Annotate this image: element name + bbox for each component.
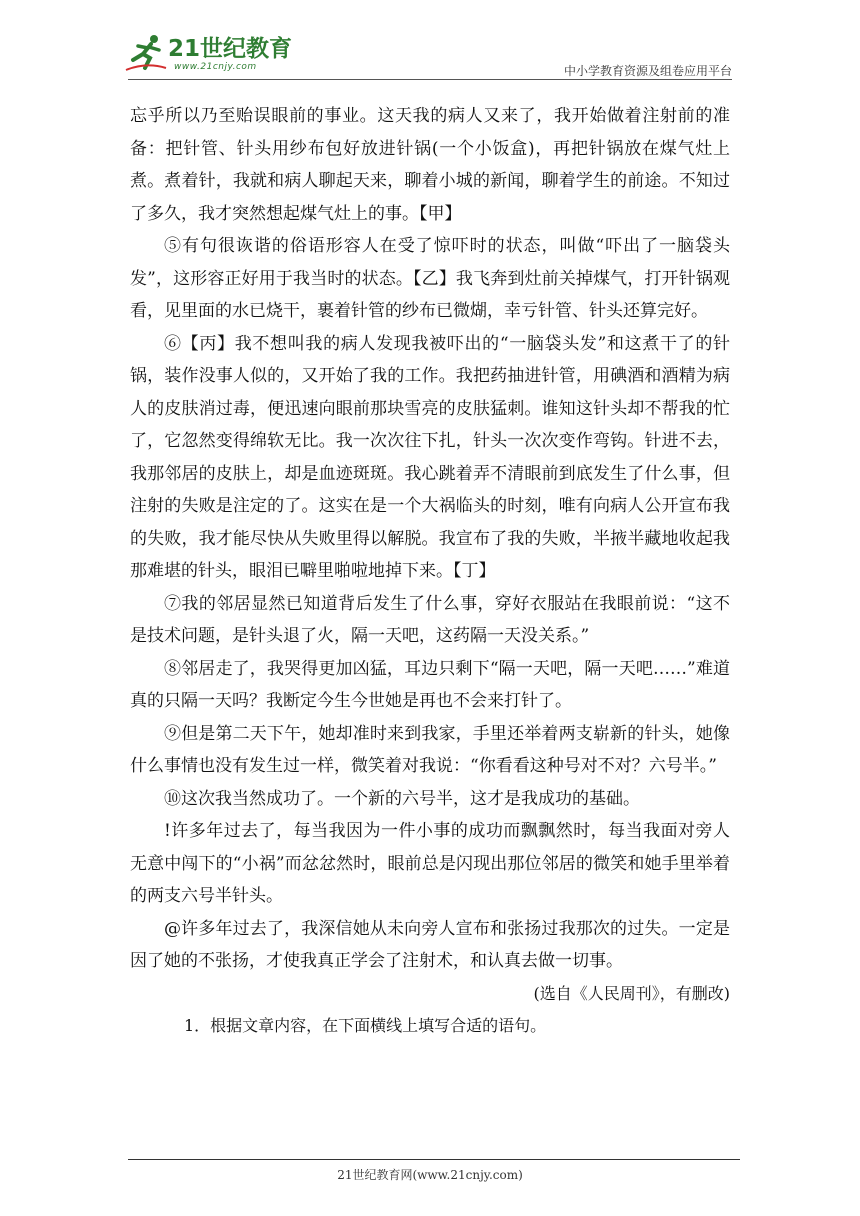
question: 1．根据文章内容，在下面横线上填写合适的语句。 [184, 1016, 547, 1035]
paragraph: ⑨但是第二天下午，她却准时来到我家，手里还举着两支崭新的针头，她像什么事情也没有发生过一样，微笑着对我说：“你看看这种号对不对？六号半。” [130, 723, 730, 776]
paragraph: 忘乎所以乃至贻误眼前的事业。这天我的病人又来了，我开始做着注射前的准备：把针管、针头用纱布包好放进针锅(一个小饭盒)，再把针锅放在煤气灶上煮。煮着针，我就和病人聊起天来，聊着小城的新闻，聊着学生的前途。不知过了多久，我才突然想起煤气灶上的事。【甲】 [130, 106, 730, 224]
paragraph: ⑦我的邻居显然已知道背后发生了什么事，穿好衣服站在我眼前说：“这不是技术问题，是针头退了火，隔一天吧，这药隔一天没关系。” [130, 593, 730, 646]
footer-text: 21世纪教育网(www.21cnjy.com) [337, 1168, 523, 1182]
paragraph: @许多年过去了，我深信她从未向旁人宣布和张扬过我那次的过失。一定是因了她的不张扬，才使我真正学会了注射术，和认真去做一切事。 [130, 918, 730, 971]
source-citation: (选自《人民周刊》，有删改) [533, 983, 730, 1003]
paragraph: !许多年过去了，每当我因为一件小事的成功而飘飘然时，每当我面对旁人无意中闯下的“小祸”而忿忿然时，眼前总是闪现出那位邻居的微笑和她手里举着的两支六号半针头。 [130, 821, 730, 906]
paragraph: ⑧邻居走了，我哭得更加凶猛，耳边只剩下“隔一天吧，隔一天吧……”难道真的只隔一天吗？我断定今生今世她是再也不会来打针了。 [130, 658, 730, 711]
logo-url: www.21cnjy.com [174, 62, 257, 72]
logo-text: 21世纪教育 [168, 36, 293, 62]
header-platform-text: 中小学教育资源及组卷应用平台 [563, 64, 732, 78]
footer-divider [128, 1159, 740, 1160]
article-body [130, 100, 730, 1043]
runner-logo-icon [124, 32, 168, 72]
paragraph: ⑥【丙】我不想叫我的病人发现我被吓出的“一脑袋头发”和这煮干了的针锅，装作没事人似的，又开始了我的工作。我把药抽进针管，用碘酒和酒精为病人的皮肤消过毒，便迅速向眼前那块雪亮的皮肤猛刺。谁知这针头却不帮我的忙了，它忽然变得绵软无比。我一次次往下扎，针头一次次变作弯钩。针进不去，我那邻居的皮肤上，却是血迹斑斑。我心跳着弄不清眼前到底发生了什么事，但注射的失败是注定的了。这实在是一个大祸临头的时刻，唯有向病人公开宣布我的失败，我才能尽快从失败里得以解脱。我宣布了我的失败，半掖半藏地收起我那难堪的针头，眼泪已噼里啪啦地掉下来。【丁】 [130, 333, 730, 581]
site-logo [124, 24, 294, 80]
paragraph: ⑤有句很诙谐的俗语形容人在受了惊吓时的状态，叫做“吓出了一脑袋头发”，这形容正好用于我当时的状态。【乙】我飞奔到灶前关掉煤气，打开针锅观看，见里面的水已烧干，裹着针管的纱布已微煳，幸亏针管、针头还算完好。 [130, 236, 730, 321]
header-divider [128, 79, 732, 80]
page-header [0, 0, 860, 90]
paragraph: ⑩这次我当然成功了。一个新的六号半，这才是我成功的基础。 [164, 788, 640, 809]
